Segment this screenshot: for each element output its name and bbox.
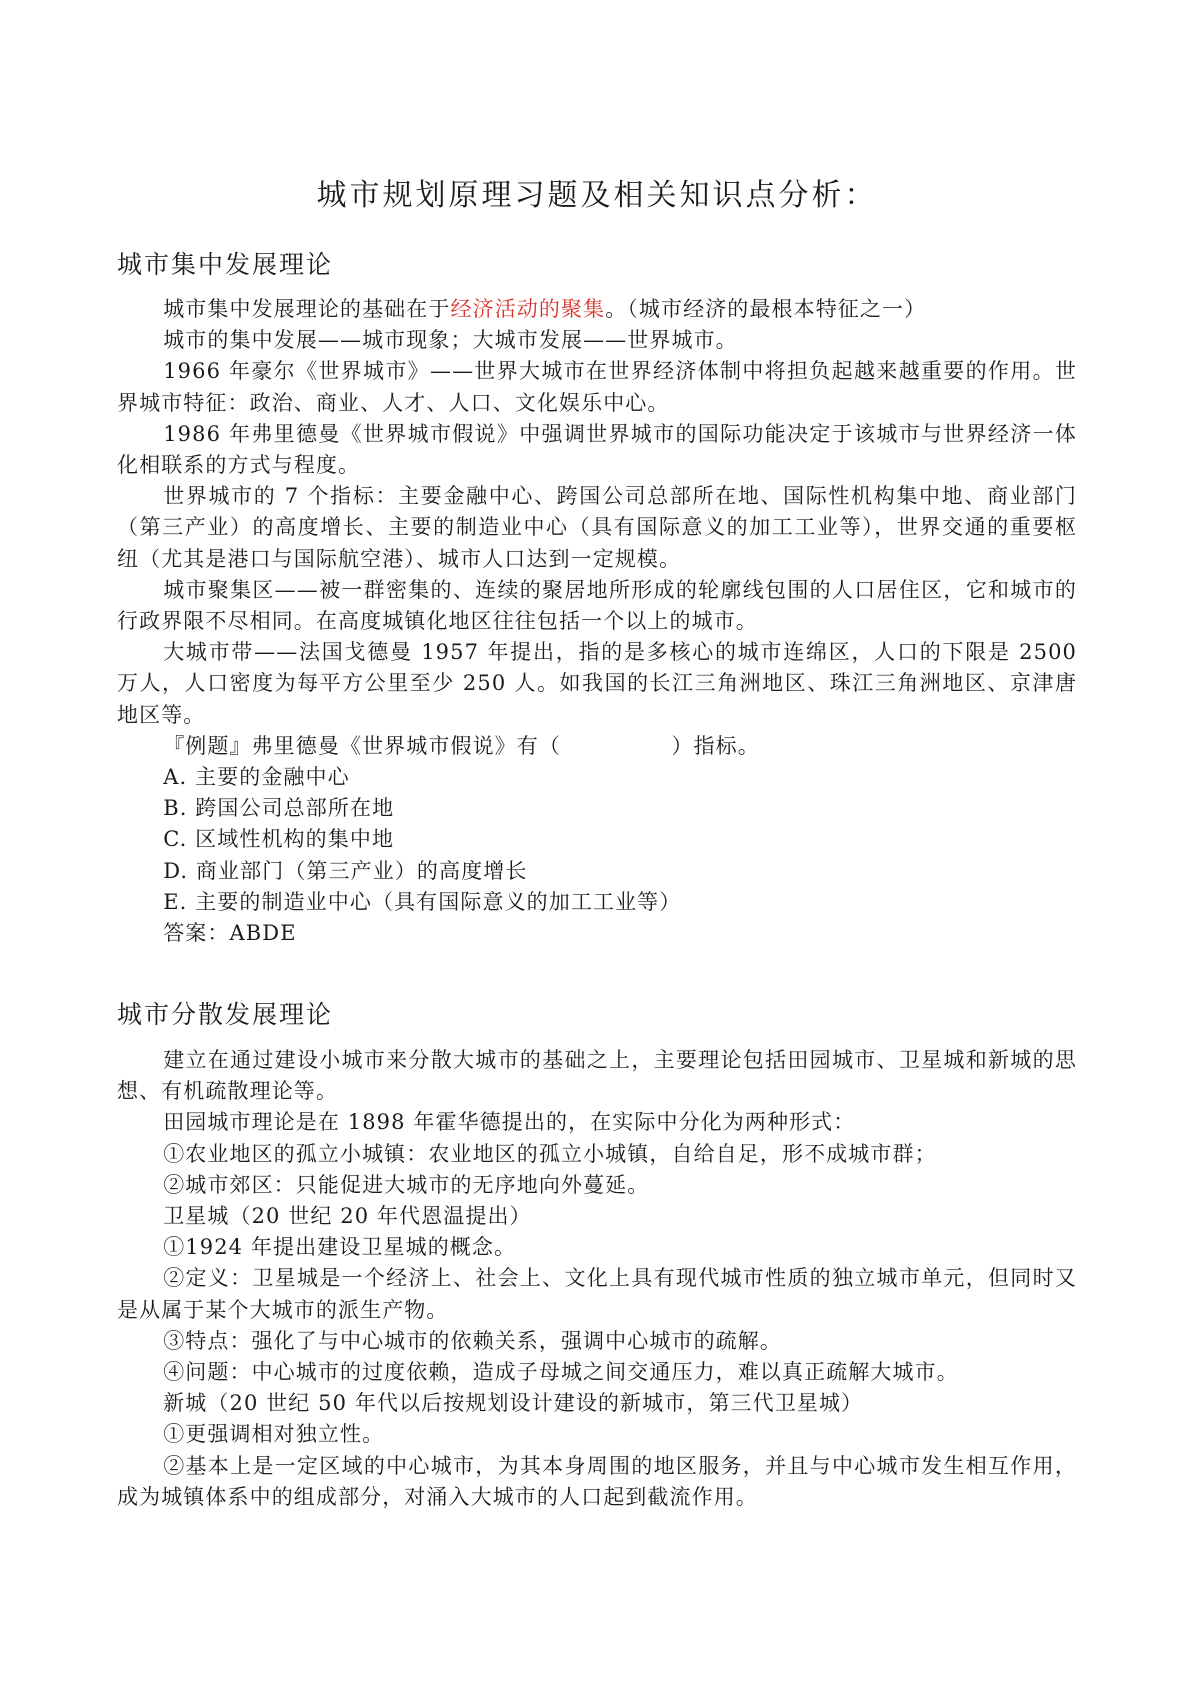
option-c: C. 区域性机构的集中地 bbox=[163, 827, 395, 852]
paragraph bbox=[117, 294, 1077, 325]
paragraph: 大城市带——法国戈德曼 1957 年提出，指的是多核心的城市连绵区，人口的下限是 2500 万人，人口密度为每平方公里至少 250 人。如我国的长江三角洲地区、珠江三角洲地区、京津唐地区等。 bbox=[117, 640, 1077, 727]
paragraph: ④问题：中心城市的过度依赖，造成子母城之间交通压力，难以真正疏解大城市。 bbox=[163, 1360, 959, 1385]
section-heading-dispersion: 城市分散发展理论 bbox=[117, 1000, 334, 1029]
paragraph: ②定义：卫星城是一个经济上、社会上、文化上具有现代城市性质的独立城市单元，但同时又是从属于某个大城市的派生产物。 bbox=[117, 1266, 1077, 1322]
paragraph: ①1924 年提出建设卫星城的概念。 bbox=[163, 1235, 517, 1260]
paragraph: ①更强调相对独立性。 bbox=[163, 1422, 385, 1447]
paragraph: ②基本上是一定区域的中心城市，为其本身周围的地区服务，并且与中心城市发生相互作用，成为城镇体系中的组成部分，对涌入大城市的人口起到截流作用。 bbox=[117, 1453, 1077, 1509]
example-question: 『例题』弗里德曼《世界城市假说》有（ ）指标。 bbox=[163, 733, 760, 758]
option-e: E. 主要的制造业中心（具有国际意义的加工工业等） bbox=[163, 889, 682, 914]
paragraph: ②城市郊区：只能促进大城市的无序地向外蔓延。 bbox=[163, 1172, 650, 1197]
paragraph: 世界城市的 7 个指标：主要金融中心、跨国公司总部所在地、国际性机构集中地、商业部门（第三产业）的高度增长、主要的制造业中心（具有国际意义的加工工业等），世界交通的重要枢纽（尤其是港口与国际航空港）、城市人口达到一定规模。 bbox=[117, 484, 1077, 571]
paragraph: 1986 年弗里德曼《世界城市假说》中强调世界城市的国际功能决定于该城市与世界经济一体化相联系的方式与程度。 bbox=[117, 421, 1077, 478]
page-title: 城市规划原理习题及相关知识点分析： bbox=[316, 178, 878, 213]
option-d: D. 商业部门（第三产业）的高度增长 bbox=[163, 858, 528, 883]
paragraph: 1966 年豪尔《世界城市》——世界大城市在世界经济体制中将担负起越来越重要的作用。世界城市特征：政治、商业、人才、人口、文化娱乐中心。 bbox=[117, 359, 1077, 415]
paragraph: 卫星城（20 世纪 20 年代恩温提出） bbox=[163, 1204, 532, 1229]
paragraph: 新城（20 世纪 50 年代以后按规划设计建设的新城市，第三代卫星城） bbox=[163, 1391, 864, 1416]
paragraph: 田园城市理论是在 1898 年霍华德提出的，在实际中分化为两种形式： bbox=[163, 1110, 856, 1135]
section-concentration-body bbox=[117, 294, 1077, 949]
section-heading-concentration: 城市集中发展理论 bbox=[117, 250, 334, 279]
option-b: B. 跨国公司总部所在地 bbox=[163, 796, 395, 821]
section-dispersion-body bbox=[117, 1045, 1077, 1513]
paragraph: ③特点：强化了与中心城市的依赖关系，强调中心城市的疏解。 bbox=[163, 1328, 782, 1353]
answer: 答案：ABDE bbox=[163, 921, 297, 946]
paragraph: 城市聚集区——被一群密集的、连续的聚居地所形成的轮廓线包围的人口居住区，它和城市的行政界限不尽相同。在高度城镇化地区往往包括一个以上的城市。 bbox=[117, 577, 1077, 634]
paragraph: 建立在通过建设小城市来分散大城市的基础之上，主要理论包括田园城市、卫星城和新城的思想、有机疏散理论等。 bbox=[117, 1048, 1077, 1104]
highlighted-term: 经济活动的聚集 bbox=[450, 297, 606, 321]
option-a: A. 主要的金融中心 bbox=[163, 765, 350, 790]
paragraph-text: 城市集中发展理论的基础在于 bbox=[163, 297, 451, 321]
paragraph: ①农业地区的孤立小城镇：农业地区的孤立小城镇，自给自足，形不成城市群； bbox=[163, 1141, 937, 1166]
paragraph: 城市的集中发展——城市现象；大城市发展——世界城市。 bbox=[163, 328, 738, 353]
paragraph-text: 。（城市经济的最根本特征之一） bbox=[605, 297, 927, 321]
